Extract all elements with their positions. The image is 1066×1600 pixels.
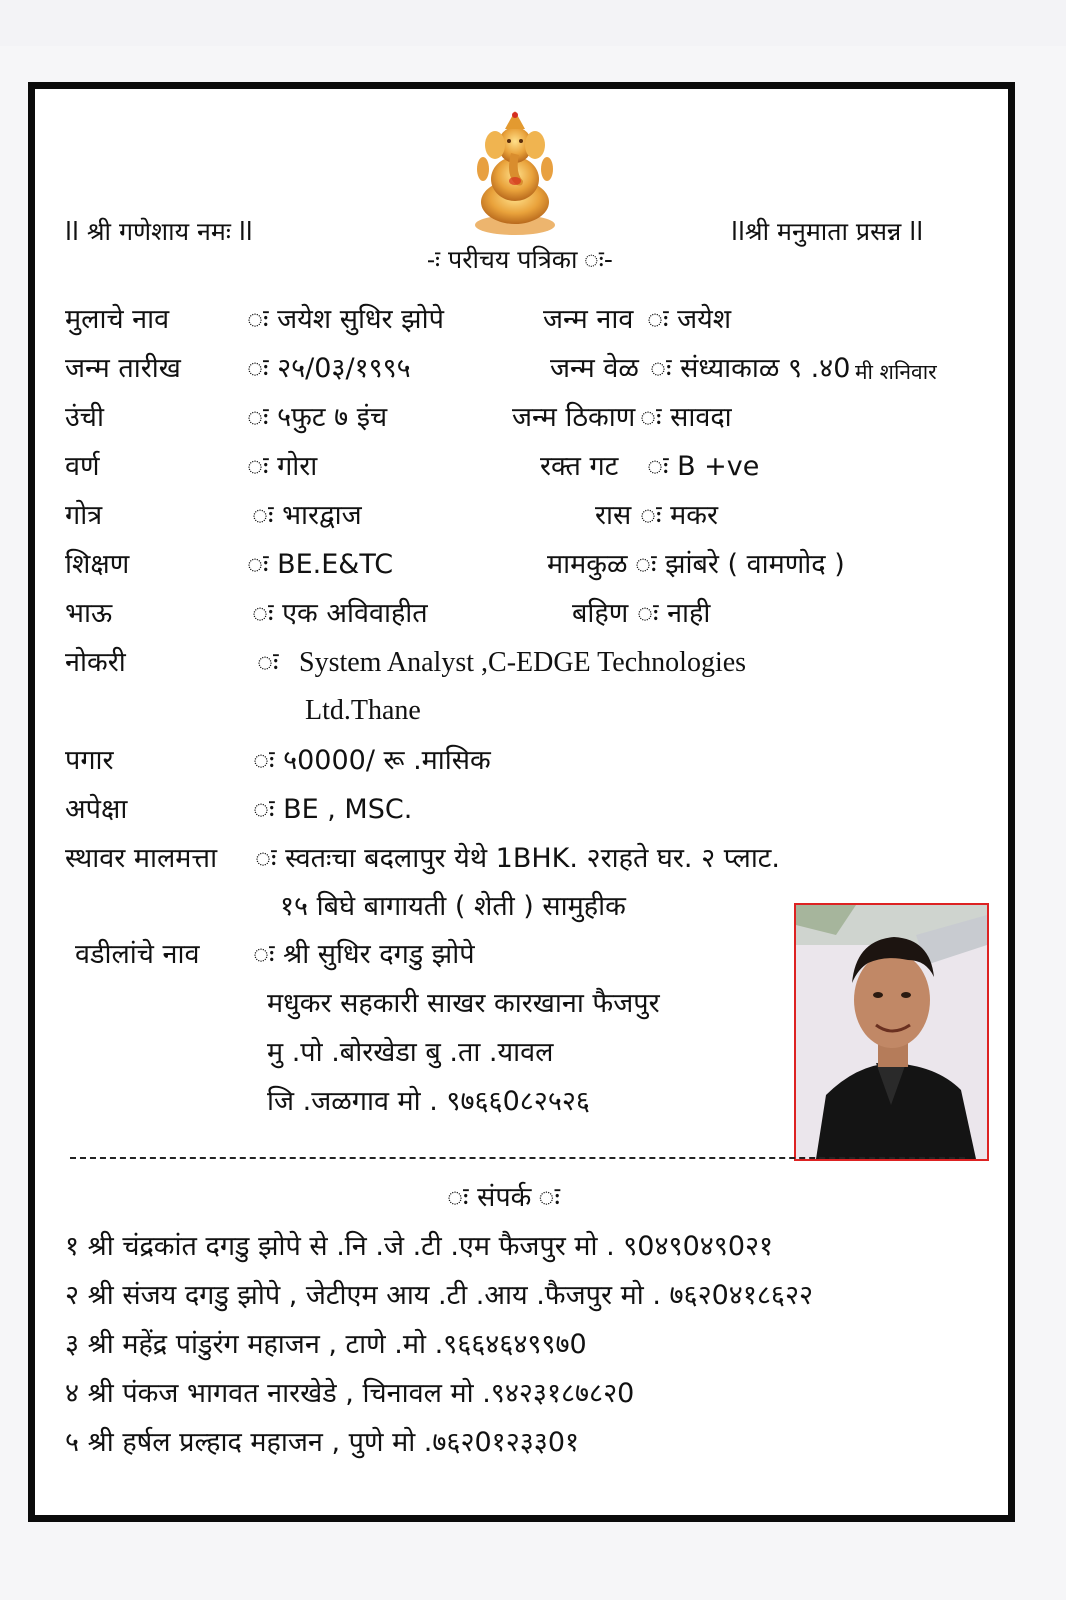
name-value: ः जयेश सुधिर झोपे <box>247 304 444 335</box>
brother-label: भाऊ <box>65 598 113 629</box>
birth-name-value: ः जयेश <box>647 304 732 335</box>
birth-place-label: जन्म ठिकाण <box>512 402 636 433</box>
education-label: शिक्षण <box>65 549 130 580</box>
education-value: ः BE.E&TC <box>247 549 394 580</box>
property-value-line2: १५ बिघे बागायती ( शेती ) सामुहीक <box>280 891 626 922</box>
dob-label: जन्म तारीख <box>65 353 181 384</box>
sister-label: बहिण <box>572 598 629 629</box>
rashi-label: रास <box>595 500 632 531</box>
rashi-value: ः मकर <box>640 500 718 531</box>
top-band <box>0 0 1066 46</box>
dob-value: ः २५/0३/१९९५ <box>247 353 411 384</box>
page-title: -ः परीचय पत्रिका ः- <box>427 245 613 274</box>
gotra-value: ः भारद्वाज <box>252 500 362 531</box>
name-label: मुलाचे नाव <box>65 304 170 335</box>
mamkul-label: मामकुळ <box>547 549 628 580</box>
sister-value: ः नाही <box>637 598 711 629</box>
birth-time-label: जन्म वेळ <box>550 353 639 384</box>
birth-time-suffix: मी शनिवार <box>855 360 937 384</box>
father-value-line2: मधुकर सहकारी साखर कारखाना फैजपुर <box>267 988 660 1019</box>
property-value-line1: ः स्वतःचा बदलापुर येथे 1BHK. २राहते घर. २ प्लाट. <box>255 843 781 874</box>
property-label: स्थावर मालमत्ता <box>65 843 218 874</box>
birth-name-label: जन्म नाव <box>543 304 634 335</box>
brother-value: ः एक अविवाहीत <box>252 598 428 629</box>
complexion-label: वर्ण <box>65 451 100 482</box>
job-value-line2: Ltd.Thane <box>305 695 421 726</box>
contact-item: ३ श्री महेंद्र पांडुरंग महाजन , टाणे .मो .९६६४६४९९७0 <box>65 1329 587 1360</box>
groom-photo <box>794 903 989 1161</box>
salary-value: ः ५0000/ रू .मासिक <box>253 745 491 776</box>
father-value-line3: मु .पो .बोरखेडा बु .ता .यावल <box>267 1037 554 1068</box>
salary-label: पगार <box>65 745 114 776</box>
mamkul-value: ः झांबरे ( वामणोद ) <box>635 549 845 580</box>
contacts-title: ः संपर्क ः <box>447 1182 560 1213</box>
father-value-line1: ः श्री सुधिर दगडु झोपे <box>253 939 475 970</box>
expectation-label: अपेक्षा <box>65 794 128 825</box>
job-value-line1: System Analyst ,C-EDGE Technologies <box>299 647 747 678</box>
expectation-value: ः BE , MSC. <box>253 794 413 825</box>
contact-item: २ श्री संजय दगडु झोपे , जेटीएम आय .टी .आय .फैजपुर मो . ७६२0४१८६२२ <box>65 1280 814 1311</box>
contact-item: ४ श्री पंकज भागवत नारखेडे , चिनावल मो .९४२३१८७८२0 <box>65 1378 635 1409</box>
birth-place-value: ः सावदा <box>640 402 732 433</box>
section-divider <box>70 1157 965 1159</box>
blood-group-label: रक्त गट <box>540 451 619 482</box>
job-label: नोकरी <box>65 647 126 678</box>
father-value-line4: जि .जळगाव मो . ९७६६0८२५२६ <box>267 1086 590 1117</box>
person-portrait-image <box>796 905 987 1159</box>
contact-item: ५ श्री हर्षल प्रल्हाद महाजन , पुणे मो .७६२0१२३३0१ <box>65 1427 580 1458</box>
job-separator: ः <box>257 647 279 678</box>
complexion-value: ः गोरा <box>247 451 318 482</box>
right-invocation: llश्री मनुमाता प्रसन्न ll <box>731 217 924 246</box>
gotra-label: गोत्र <box>65 500 103 531</box>
blood-group-value: ः B +ve <box>647 451 760 482</box>
height-value: ः ५फुट ७ इंच <box>247 402 388 433</box>
ganesh-idol-image <box>465 107 565 237</box>
biodata-card <box>28 82 1015 1522</box>
father-label: वडीलांचे नाव <box>75 939 200 970</box>
contact-item: १ श्री चंद्रकांत दगडु झोपे से .नि .जे .टी .एम फैजपुर मो . ९0४९0४९0२१ <box>65 1231 774 1262</box>
left-invocation: ll श्री गणेशाय नमः ll <box>65 217 253 246</box>
height-label: उंची <box>65 402 104 433</box>
birth-time-value: ः संध्याकाळ ९ .४0 <box>650 353 851 384</box>
